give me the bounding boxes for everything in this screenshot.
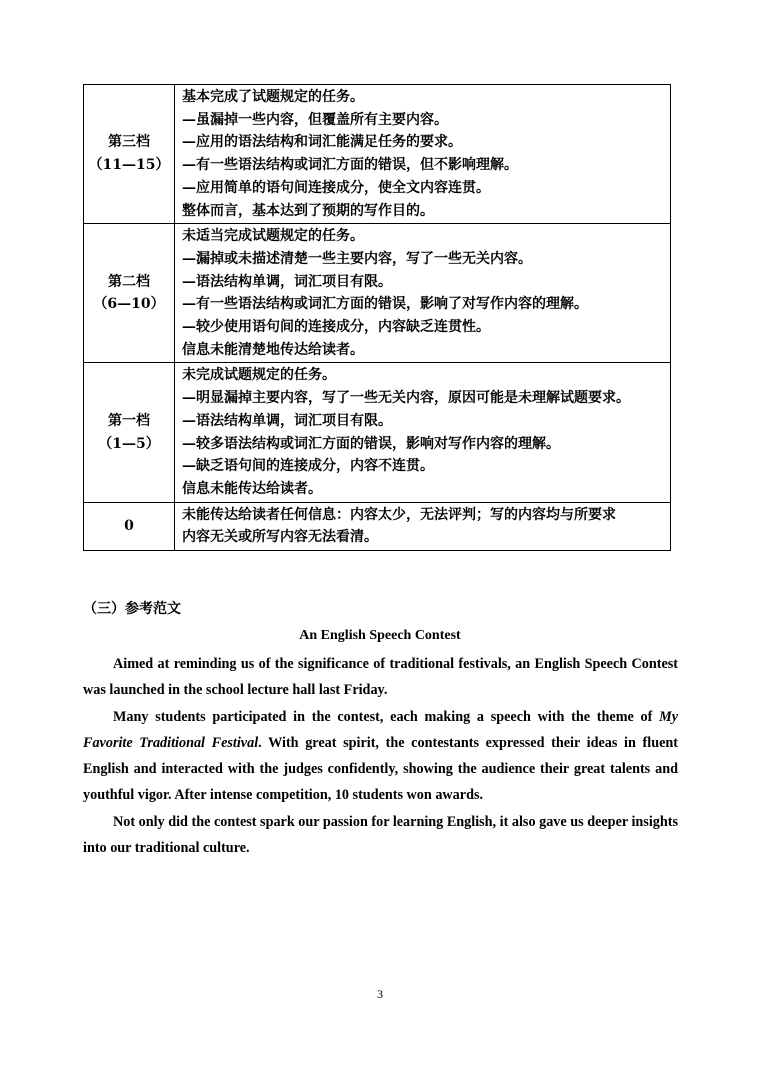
criteria-line: 整体而言，基本达到了预期的写作目的。 [182,202,434,219]
criteria-line: —缺乏语句间的连接成分，内容不连贯。 [182,458,434,475]
criteria-line: —有一些语法结构或词汇方面的错误，但不影响理解。 [182,157,518,174]
grade-name: 第一档 [108,412,150,429]
speech-theme: My Favorite Traditional Festival [83,708,678,751]
essay-paragraph [83,704,678,809]
criteria-line: 未能传达给读者任何信息：内容太少，无法评判；写的内容均与所要求 [182,506,616,523]
criteria-line: —较多语法结构或词汇方面的错误，影响对写作内容的理解。 [182,435,560,452]
model-essay [83,651,678,861]
grade-name: 第二档 [108,273,150,290]
grade-score-range: （11—15） [88,157,170,174]
criteria-line: 内容无关或所写内容无法看清。 [182,529,378,546]
criteria-line: 信息未能清楚地传达给读者。 [182,341,364,358]
grade-cell [84,502,175,550]
rubric-row-grade-1 [84,363,671,502]
essay-text: Many students participated in the contest, each making a speech with the theme of [113,708,660,725]
rubric-row-grade-3 [84,85,671,224]
criteria-cell [175,85,671,224]
grade-score-range: （6—10） [93,296,165,313]
rubric-row-grade-2 [84,224,671,363]
grade-cell [84,85,175,224]
criteria-line: 基本完成了试题规定的任务。 [182,89,364,105]
criteria-line: —应用简单的语句间连接成分，使全文内容连贯。 [182,179,490,196]
grade-cell [84,224,175,363]
criteria-line: —有一些语法结构或词汇方面的错误，影响了对写作内容的理解。 [182,296,588,313]
grade-name: 0 [124,518,134,534]
grade-cell [84,363,175,502]
criteria-line: —明显漏掉主要内容，写了一些无关内容，原因可能是未理解试题要求。 [182,390,630,407]
essay-title: An English Speech Contest [299,628,461,643]
criteria-cell [175,363,671,502]
grade-score-range: （1—5） [98,435,160,452]
criteria-line: 未适当完成试题规定的任务。 [182,228,364,245]
criteria-cell [175,224,671,363]
essay-paragraph: Not only did the contest spark our passion for learning English, it also gave us deeper insights into our traditional culture. [83,813,678,857]
rubric-row-grade-0 [84,502,671,550]
criteria-line: 信息未能传达给读者。 [182,480,322,497]
essay-paragraph: Aimed at reminding us of the significance of traditional festivals, an English Speech Contest was launched in the school lecture hall last Friday. [83,656,678,699]
criteria-line: —语法结构单调，词汇项目有限。 [182,273,392,290]
essay-text: . With great spirit, the contestants expressed their ideas in fluent English and interacted with the judges confidently, showing the audience their great talents and youthful vigor. After intense competition, 10 students won awards. [83,734,678,804]
criteria-cell [175,502,671,550]
criteria-line: —语法结构单调，词汇项目有限。 [182,412,392,429]
criteria-line: —虽漏掉一些内容，但覆盖所有主要内容。 [182,111,448,128]
grade-name: 第三档 [108,134,150,151]
page-number: 3 [377,987,383,1001]
criteria-line: —较少使用语句间的连接成分，内容缺乏连贯性。 [182,319,490,336]
criteria-line: 未完成试题规定的任务。 [182,367,336,384]
scoring-rubric-table [83,84,671,551]
criteria-line: —应用的语法结构和词汇能满足任务的要求。 [182,134,462,151]
section-heading: （三）参考范文 [83,601,181,617]
criteria-line: —漏掉或未描述清楚一些主要内容，写了一些无关内容。 [182,250,532,267]
